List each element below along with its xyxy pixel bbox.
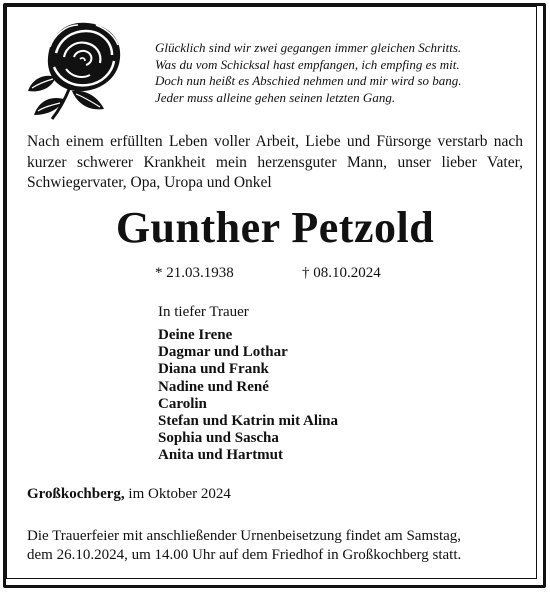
birth-date: * 21.03.1938 xyxy=(155,265,234,281)
family-member: Diana und Frank xyxy=(158,361,269,378)
family-member: Nadine und René xyxy=(158,378,269,395)
poem-line: Glücklich sind wir zwei gegangen immer gleichen Schritts. xyxy=(155,40,462,55)
place-date xyxy=(27,485,231,503)
funeral-line: Die Trauerfeier mit anschließender Urnenbeisetzung findet am Samstag, xyxy=(27,528,462,544)
funeral-line: dem 26.10.2024, um 14.00 Uhr auf dem Friedhof in Großkochberg statt. xyxy=(27,547,462,563)
rose-icon xyxy=(26,17,130,121)
intro-text: Nach einem erfüllten Leben voller Arbeit, Liebe und Fürsorge verstarb nach kurzer schwerer Krankheit mein herzensguter Mann, unser lieber Vater, Schwiegervater, Opa, Uropa und Onkel xyxy=(27,133,523,191)
deceased-name: Gunther Petzold xyxy=(115,203,435,252)
poem-line: Was du vom Schicksal hast empfangen, ich empfing es mit. xyxy=(155,56,460,72)
place-town: Großkochberg, xyxy=(27,486,125,502)
family-member: Dagmar und Lothar xyxy=(158,344,288,361)
poem-line: Doch nun heißt es Abschied nehmen und mir wird so bang. xyxy=(155,73,462,88)
funeral-info xyxy=(27,527,523,565)
family-list xyxy=(158,327,338,465)
family-member: Carolin xyxy=(158,395,207,412)
poem-line: Jeder muss alleine gehen seinen letzten Gang. xyxy=(155,89,396,105)
poem xyxy=(155,40,525,106)
family-member: Stefan und Katrin mit Alina xyxy=(158,413,339,430)
family-member: Sophia und Sascha xyxy=(158,430,279,447)
place-month: im Oktober 2024 xyxy=(124,486,231,502)
death-date: † 08.10.2024 xyxy=(302,265,381,281)
family-member: Anita und Hartmut xyxy=(158,447,284,464)
mourning-label: In tiefer Trauer xyxy=(158,304,249,320)
family-member: Deine Irene xyxy=(158,327,233,343)
